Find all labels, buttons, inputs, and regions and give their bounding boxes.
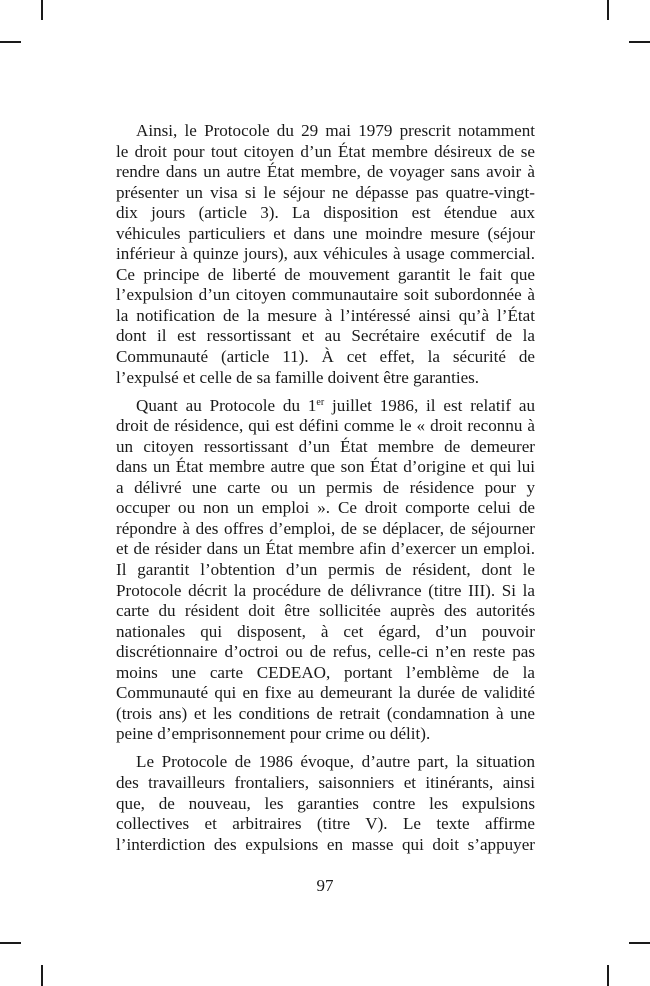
- text-line: des travailleurs frontaliers, saisonniers et itinérants, ainsi: [116, 772, 535, 792]
- text-line: l’expulsion d’un citoyen communautaire soit subordonnée à: [116, 285, 535, 305]
- body-text: [116, 121, 535, 855]
- text-line: [116, 396, 535, 417]
- text-line: Il garantit l’obtention d’un permis de résident, dont le: [116, 559, 535, 579]
- text-line: (trois ans) et les conditions de retrait (condamnation à une: [116, 703, 535, 723]
- text-line: l’interdiction des expulsions en masse qui doit s’appuyer: [116, 834, 535, 854]
- text-line: que, de nouveau, les garanties contre les expulsions: [116, 793, 535, 813]
- text-line: Communauté qui en fixe au demeurant la durée de validité: [116, 683, 535, 703]
- text-line: Communauté (article 11). À cet effet, la sécurité de: [116, 347, 535, 367]
- text-line: discrétionnaire d’octroi ou de refus, celle-ci n’en reste pas: [116, 642, 535, 662]
- text-line: inférieur à quinze jours), aux véhicules à usage commercial.: [116, 244, 535, 264]
- text-line: occuper ou non un emploi ». Ce droit comporte celui de: [116, 498, 535, 518]
- crop-mark-top-left-vertical: [41, 0, 43, 20]
- text-line: dix jours (article 3). La disposition est étendue aux: [116, 203, 535, 223]
- text-line: l’expulsé et celle de sa famille doivent être garanties.: [116, 367, 480, 387]
- paragraph-2: [116, 396, 535, 745]
- text-fragment: Quant au Protocole du 1: [136, 395, 317, 415]
- superscript-ordinal: er: [316, 396, 325, 408]
- text-line: nationales qui disposent, à cet égard, d’un pouvoir: [116, 621, 535, 641]
- text-line: et de résider dans un État membre afin d’exercer un emploi.: [116, 539, 535, 559]
- crop-mark-bottom-right-vertical: [607, 965, 609, 986]
- text-line: collectives et arbitraires (titre V). Le texte affirme: [116, 814, 535, 834]
- text-line: le droit pour tout citoyen d’un État membre désireux de se: [116, 141, 535, 161]
- text-line: la notification de la mesure à l’intéressé ainsi qu’à l’État: [116, 305, 535, 325]
- crop-mark-top-right-horizontal: [629, 41, 650, 43]
- text-line: présenter un visa si le séjour ne dépasse pas quatre-vingt-: [116, 182, 535, 202]
- text-line: Ce principe de liberté de mouvement garantit le fait que: [116, 264, 535, 284]
- text-line: répondre à des offres d’emploi, de se déplacer, de séjourner: [116, 518, 535, 538]
- text-fragment: juillet 1986, il est relatif au: [324, 395, 535, 415]
- text-line: droit de résidence, qui est défini comme le « droit reconnu à: [116, 416, 535, 436]
- text-line: Ainsi, le Protocole du 29 mai 1979 prescrit notamment: [136, 121, 535, 140]
- crop-mark-bottom-left-vertical: [41, 965, 43, 986]
- text-line: dont il est ressortissant et au Secrétaire exécutif de la: [116, 326, 535, 346]
- text-line: carte du résident doit être sollicitée auprès des autorités: [116, 601, 535, 621]
- page-number: 97: [316, 876, 334, 895]
- text-line: a délivré une carte ou un permis de résidence pour y: [116, 477, 535, 497]
- crop-mark-top-right-vertical: [607, 0, 609, 20]
- text-line: véhicules particuliers et dans une moindre mesure (séjour: [116, 223, 535, 243]
- paragraph-3: [116, 752, 535, 855]
- crop-mark-bottom-right-horizontal: [629, 942, 650, 944]
- text-line: un citoyen ressortissant d’un État membre de demeurer: [116, 436, 535, 456]
- paragraph-1: [116, 121, 535, 388]
- text-line: dans un État membre autre que son État d’origine et qui lui: [116, 457, 535, 477]
- text-line: rendre dans un autre État membre, de voyager sans avoir à: [116, 162, 535, 182]
- text-line: peine d’emprisonnement pour crime ou délit).: [116, 724, 431, 744]
- text-line: Protocole décrit la procédure de délivrance (titre III). Si la: [116, 580, 535, 600]
- crop-mark-bottom-left-horizontal: [0, 942, 21, 944]
- text-line: Le Protocole de 1986 évoque, d’autre part, la situation: [136, 752, 535, 772]
- crop-mark-top-left-horizontal: [0, 41, 21, 43]
- text-line: moins une carte CEDEAO, portant l’emblème de la: [116, 662, 535, 682]
